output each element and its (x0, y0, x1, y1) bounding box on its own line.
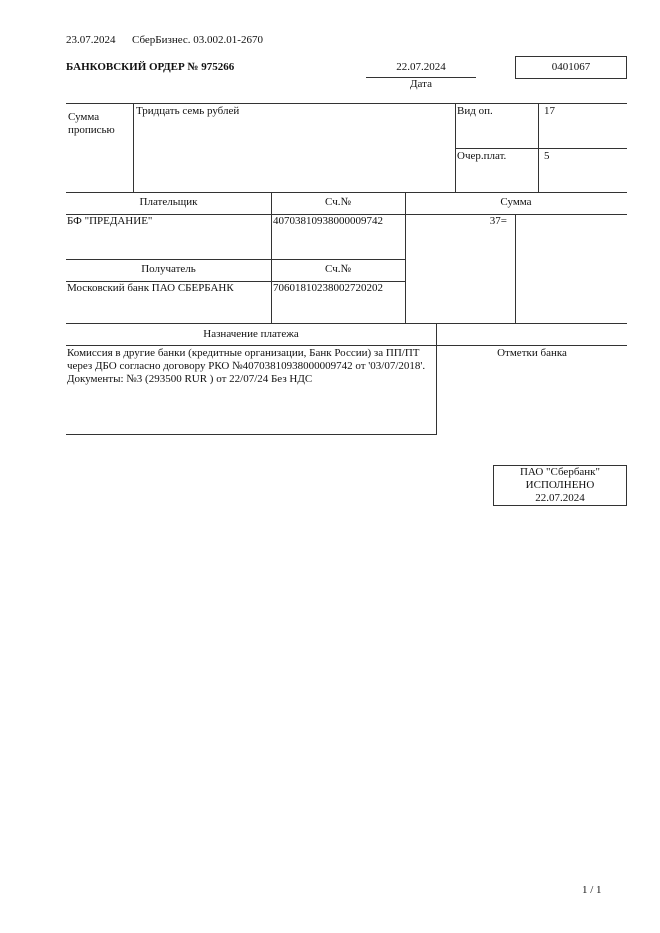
operation-type-value: 17 (544, 105, 555, 117)
divider (66, 103, 627, 104)
operation-type-label: Вид оп. (457, 105, 493, 117)
divider (66, 434, 437, 435)
stamp-status: ИСПОЛНЕНО (525, 479, 595, 491)
purpose-label: Назначение платежа (203, 328, 299, 340)
stamp-date: 22.07.2024 (535, 492, 585, 504)
date-value: 22.07.2024 (396, 61, 446, 73)
payment-priority-label: Очер.плат. (457, 150, 507, 162)
payment-priority-value: 5 (544, 150, 550, 162)
divider (66, 345, 627, 346)
amount-label: Сумма (500, 196, 532, 208)
document-title: БАНКОВСКИЙ ОРДЕР № 975266 (66, 61, 235, 73)
purpose-line: Комиссия в другие банки (кредитные организации, Банк России) за ПП/ПТ (67, 347, 420, 359)
divider (405, 192, 406, 323)
amount-value: 37= (489, 215, 507, 227)
payer-account-label: Сч.№ (325, 196, 351, 208)
recipient-account: 70601810238002720202 (273, 282, 383, 294)
header-system: СберБизнес. 03.002.01-2670 (132, 34, 263, 46)
payer-account: 40703810938000009742 (273, 215, 383, 227)
divider (133, 103, 134, 192)
form-code: 0401067 (551, 61, 591, 73)
payer-label: Плательщик (139, 196, 198, 208)
page-number: 1 / 1 (582, 884, 602, 896)
amount-words-label: Сумма прописью (68, 111, 115, 136)
recipient-label: Получатель (141, 263, 196, 275)
divider (436, 323, 437, 434)
divider (455, 148, 627, 149)
divider (66, 323, 627, 324)
stamp-bank: ПАО "Сбербанк" (519, 466, 601, 478)
divider (515, 214, 516, 323)
divider (66, 192, 627, 193)
date-label: Дата (410, 78, 432, 90)
header-print-date: 23.07.2024 (66, 34, 116, 46)
purpose-line: Документы: №3 (293500 RUR ) от 22/07/24 Без НДС (67, 373, 313, 385)
recipient-account-label: Сч.№ (325, 263, 351, 275)
bank-marks-label: Отметки банка (497, 347, 567, 359)
payer-name: БФ "ПРЕДАНИЕ" (67, 215, 153, 227)
divider (66, 259, 405, 260)
purpose-line: через ДБО согласно договору РКО №40703810938000009742 от '03/07/2018'. (67, 360, 426, 372)
divider (271, 192, 272, 323)
amount-words-value: Тридцать семь рублей (136, 105, 240, 117)
recipient-name: Московский банк ПАО СБЕРБАНК (67, 282, 234, 294)
